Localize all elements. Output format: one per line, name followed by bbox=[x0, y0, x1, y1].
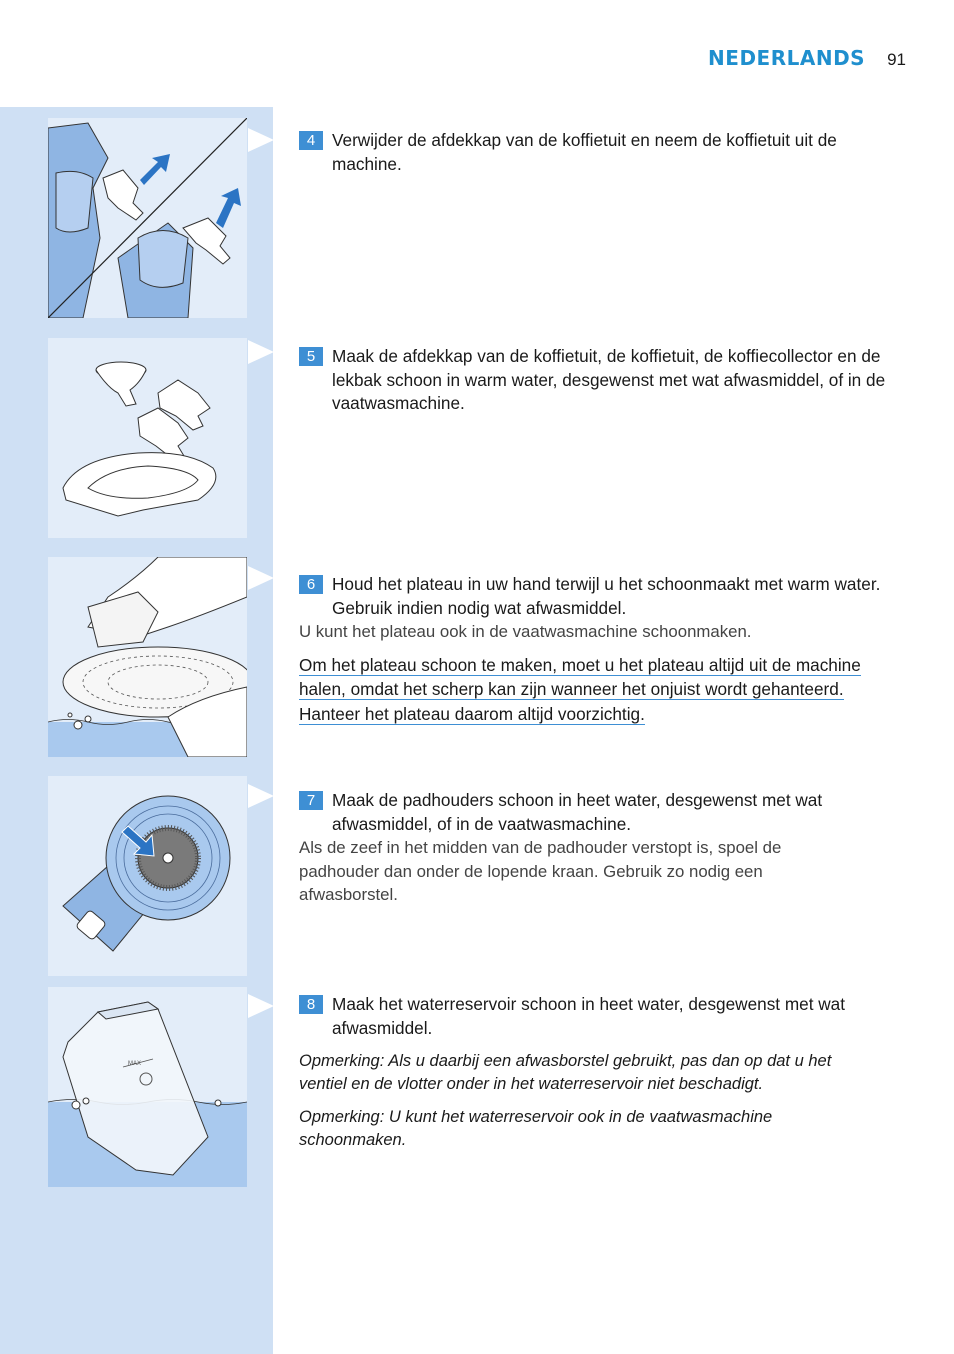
step-text: Maak de padhouders schoon in heet water, desgewenst met wat afwasmiddel, of in de vaatwasmachine. bbox=[332, 790, 823, 834]
step-5 bbox=[299, 345, 911, 416]
step-number-badge: 5 bbox=[299, 347, 323, 366]
step-6 bbox=[299, 573, 911, 726]
pointer-arrow bbox=[248, 128, 274, 152]
step-number-badge: 7 bbox=[299, 791, 323, 810]
warning-block bbox=[299, 653, 879, 727]
step-text: Maak het waterreservoir schoon in heet water, desgewenst met wat afwasmiddel. bbox=[332, 994, 846, 1038]
pointer-arrow bbox=[248, 566, 274, 590]
step-extra-text: Als de zeef in het midden van de padhouder verstopt is, spoel de padhouder dan onder de lopende kraan. Gebruik zo nodig een afwasborstel. bbox=[299, 838, 782, 904]
illustration-wash-plateau bbox=[48, 557, 247, 757]
step-8 bbox=[299, 993, 911, 1152]
note-text: Opmerking: Als u daarbij een afwasborstel gebruikt, pas dan op dat u het ventiel en de vlotter onder in het waterreservoir niet beschadigt. bbox=[299, 1052, 832, 1093]
illustration-remove-spout bbox=[48, 118, 247, 318]
step-4 bbox=[299, 129, 911, 176]
warning-text: Om het plateau schoon te maken, moet u het plateau altijd uit de machine halen, omdat het scherp kan zijn wanneer het onjuist wordt gehanteerd. Hanteer het plateau daarom altijd voorzichtig. bbox=[299, 654, 861, 724]
step-number-badge: 4 bbox=[299, 131, 323, 150]
step-text: Houd het plateau in uw hand terwijl u het schoonmaakt met warm water. Gebruik indien nodig wat afwasmiddel. bbox=[332, 574, 881, 618]
language-label: NEDERLANDS bbox=[708, 46, 866, 70]
tank-max-label: MAX bbox=[128, 1061, 142, 1067]
pointer-arrow bbox=[248, 994, 274, 1018]
illustration-pad-holder bbox=[48, 776, 247, 976]
illustration-water-tank bbox=[48, 987, 247, 1187]
illustration-parts bbox=[48, 338, 247, 538]
step-text: Verwijder de afdekkap van de koffietuit en neem de koffietuit uit de machine. bbox=[332, 130, 837, 174]
page-number: 91 bbox=[887, 50, 906, 69]
step-extra-text: U kunt het plateau ook in de vaatwasmachine schoonmaken. bbox=[299, 622, 752, 641]
step-number-badge: 8 bbox=[299, 995, 323, 1014]
step-text: Maak de afdekkap van de koffietuit, de koffietuit, de koffiecollector en de lekbak schoon in warm water, desgewenst met wat afwasmiddel, of in de vaatwasmachine. bbox=[332, 346, 886, 413]
step-number-badge: 6 bbox=[299, 575, 323, 594]
page-header bbox=[708, 46, 906, 70]
pointer-arrow bbox=[248, 340, 274, 364]
step-7 bbox=[299, 789, 911, 907]
pointer-arrow bbox=[248, 784, 274, 808]
note-text: Opmerking: U kunt het waterreservoir ook in de vaatwasmachine schoonmaken. bbox=[299, 1108, 773, 1149]
